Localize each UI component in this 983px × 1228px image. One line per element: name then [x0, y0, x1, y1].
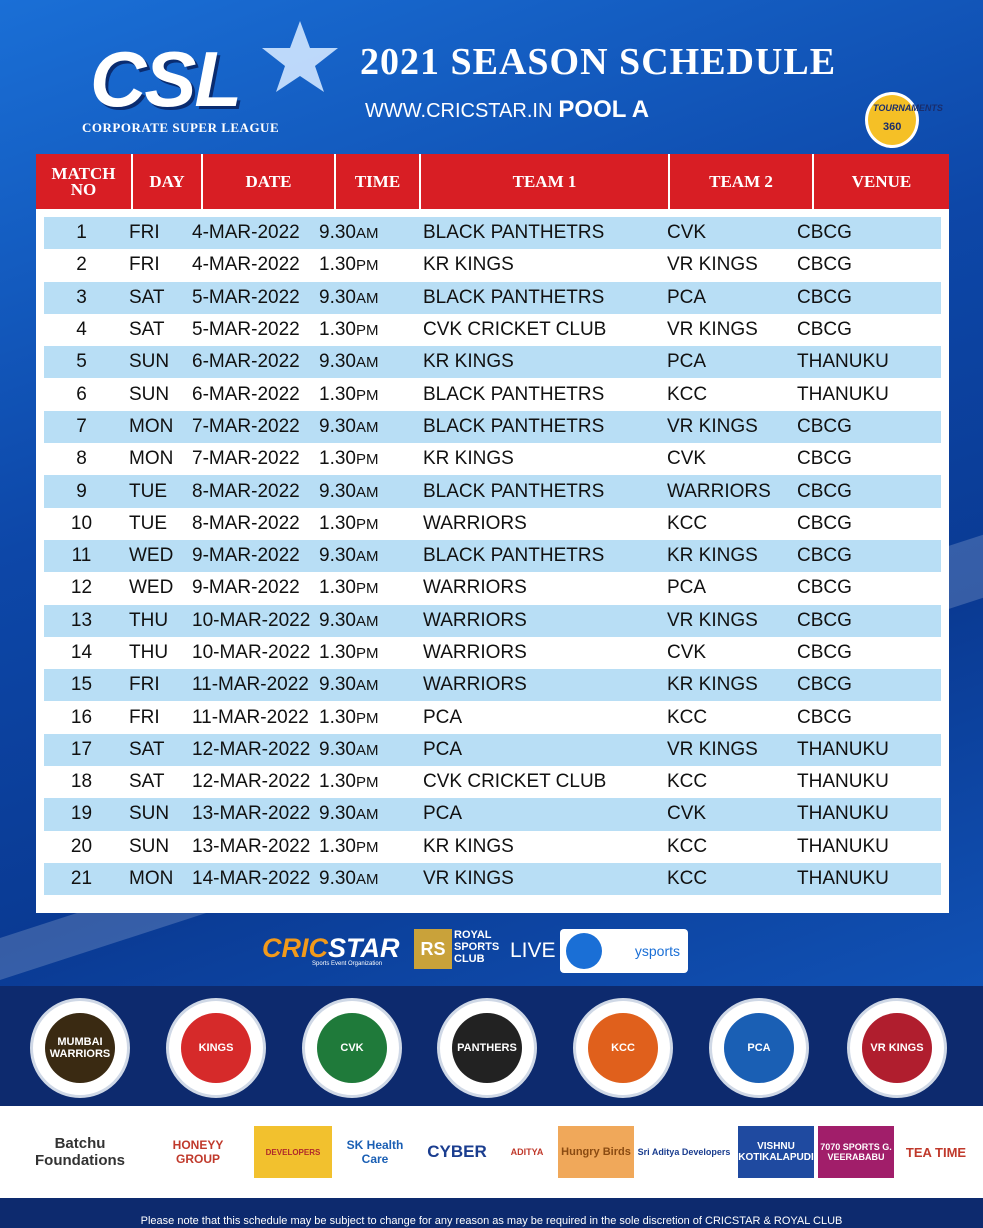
cell-venue: THANUKU [797, 351, 889, 373]
cell-venue: CBCG [797, 480, 852, 502]
table-row [44, 734, 941, 766]
table-header [36, 154, 949, 209]
team-logo-label: PANTHERS [452, 1013, 522, 1083]
cell-venue: THANUKU [797, 835, 889, 857]
cell-day: THU [129, 642, 169, 663]
cell-venue: THANUKU [797, 803, 889, 825]
cell-no: 7 [76, 415, 87, 437]
ysports-logo: ysports [560, 929, 688, 973]
cell-no: 14 [70, 642, 93, 663]
cell-date: 8-MAR-2022 [192, 512, 300, 534]
logo-text: CSL [90, 35, 240, 123]
cell-time: 1.30PM [319, 706, 379, 728]
cell-day: SAT [129, 738, 165, 760]
cell-date: 13-MAR-2022 [192, 835, 311, 857]
cell-team2: CVK [667, 448, 707, 470]
cell-day: WED [129, 545, 174, 567]
cell-date: 9-MAR-2022 [192, 545, 300, 567]
cell-time: 9.30AM [319, 222, 379, 244]
cell-time: 9.30AM [319, 286, 379, 308]
sponsor-logo: Hungry Birds [558, 1126, 634, 1178]
cell-date: 12-MAR-2022 [192, 738, 311, 760]
cell-time: 9.30AM [319, 545, 379, 567]
cell-day: SAT [129, 286, 165, 308]
cell-time: 9.30AM [319, 609, 379, 631]
table-row [44, 798, 941, 830]
cell-venue: THANUKU [797, 738, 889, 760]
table-row [44, 831, 941, 863]
cricstar-logo: CRICSTAR [262, 933, 400, 963]
cell-team1: CVK CRICKET CLUB [423, 319, 607, 341]
cell-venue: CBCG [797, 706, 852, 728]
team-logo-label: VR KINGS [862, 1013, 932, 1083]
cell-team1: WARRIORS [423, 642, 527, 663]
cell-venue: CBCG [797, 286, 852, 308]
cell-no: 17 [70, 738, 93, 760]
header-team1: TEAM 1 [421, 154, 670, 209]
table-row [44, 701, 941, 733]
cell-day: WED [129, 577, 174, 599]
cell-venue: CBCG [797, 609, 852, 631]
sponsor-logo: SK Health Care [346, 1138, 404, 1166]
cell-venue: CBCG [797, 512, 852, 534]
table-row [44, 475, 941, 507]
cell-team2: PCA [667, 577, 707, 599]
cell-date: 14-MAR-2022 [192, 868, 311, 890]
footer-note: Please note that this schedule may be subject to change for any reason as may be required in the sole discretion of CRICSTAR & ROYAL CLUB [0, 1198, 983, 1228]
cell-date: 5-MAR-2022 [192, 319, 300, 341]
rsc-mark: RS [414, 929, 452, 969]
cell-team2: KCC [667, 771, 708, 793]
cell-team1: PCA [423, 803, 463, 825]
cell-time: 9.30AM [319, 415, 379, 437]
team-logo [573, 998, 673, 1098]
table-row [44, 766, 941, 798]
table-row [44, 863, 941, 895]
cell-venue: CBCG [797, 254, 852, 276]
sponsor-logos [0, 1106, 983, 1198]
cell-day: FRI [129, 706, 160, 728]
cell-no: 12 [70, 577, 93, 599]
cell-no: 4 [76, 319, 87, 341]
star-icon [260, 16, 340, 96]
cell-venue: THANUKU [797, 383, 889, 405]
cell-date: 7-MAR-2022 [192, 415, 300, 437]
cell-date: 10-MAR-2022 [192, 642, 311, 663]
cell-day: MON [129, 415, 174, 437]
cell-team1: KR KINGS [423, 351, 514, 373]
cell-time: 9.30AM [319, 738, 379, 760]
header-day: DAY [133, 154, 203, 209]
csl-logo [82, 14, 340, 135]
cell-team2: KCC [667, 835, 708, 857]
cell-team1: KR KINGS [423, 448, 514, 470]
cell-team1: KR KINGS [423, 835, 514, 857]
cricstar-subtitle: Sports Event Organization [312, 961, 383, 967]
cell-team1: VR KINGS [423, 868, 514, 890]
cell-venue: CBCG [797, 674, 852, 696]
cell-venue: CBCG [797, 222, 852, 244]
table-row [44, 346, 941, 378]
cell-team1: PCA [423, 706, 463, 728]
sponsor-logo: DEVELOPERS [254, 1126, 332, 1178]
team-logo-label: CVK [317, 1013, 387, 1083]
cell-no: 11 [71, 545, 92, 567]
cell-venue: THANUKU [797, 771, 889, 793]
table-row [44, 508, 941, 540]
sponsor-logo: HONEYY GROUP [172, 1138, 224, 1166]
cell-team2: KCC [667, 868, 708, 890]
table-row [44, 249, 941, 281]
badge-bottom: 360 [883, 121, 902, 133]
cell-team2: KR KINGS [667, 674, 758, 696]
cell-date: 5-MAR-2022 [192, 286, 300, 308]
cell-no: 10 [70, 512, 93, 534]
table-body [44, 217, 941, 895]
team-logo-label: KINGS [181, 1013, 251, 1083]
team-logo-label: KCC [588, 1013, 658, 1083]
cell-no: 6 [76, 383, 87, 405]
sponsor-logo: ADITYA [510, 1147, 544, 1157]
cell-venue: CBCG [797, 642, 852, 663]
cell-day: SUN [129, 351, 170, 373]
cell-team2: VR KINGS [667, 609, 758, 631]
cell-venue: CBCG [797, 319, 852, 341]
cell-team2: VR KINGS [667, 738, 758, 760]
team-logos [0, 986, 983, 1106]
cell-day: TUE [129, 480, 167, 502]
cell-team2: KCC [667, 383, 708, 405]
cell-time: 1.30PM [319, 512, 379, 534]
cell-team2: CVK [667, 803, 707, 825]
cell-date: 10-MAR-2022 [192, 609, 311, 631]
cell-team2: CVK [667, 642, 707, 663]
cell-team1: CVK CRICKET CLUB [423, 771, 607, 793]
badge-top: TOURNAMENTS [873, 103, 943, 113]
header-time: TIME [336, 154, 421, 209]
cell-day: THU [129, 609, 169, 631]
cell-no: 16 [70, 706, 93, 728]
cell-team1: BLACK PANTHETRS [423, 415, 605, 437]
cell-no: 2 [76, 254, 87, 276]
cell-team1: BLACK PANTHETRS [423, 222, 605, 244]
cell-no: 19 [70, 803, 93, 825]
cell-day: FRI [129, 674, 160, 696]
cell-day: TUE [129, 512, 167, 534]
header-venue: VENUE [851, 171, 912, 191]
cell-team2: PCA [667, 351, 707, 373]
cell-date: 6-MAR-2022 [192, 351, 300, 373]
cell-team1: BLACK PANTHETRS [423, 383, 605, 405]
team-logo-label: PCA [724, 1013, 794, 1083]
team-logo [166, 998, 266, 1098]
cell-time: 9.30AM [319, 480, 379, 502]
cell-venue: CBCG [797, 545, 852, 567]
cell-time: 9.30AM [319, 351, 379, 373]
royal-sports-club: ROYAL SPORTS CLUB [454, 929, 500, 965]
cell-team1: WARRIORS [423, 512, 527, 534]
ysports-icon [566, 933, 602, 969]
table-row [44, 314, 941, 346]
header-date: DATE [203, 154, 336, 209]
team-logo [30, 998, 130, 1098]
cell-day: SUN [129, 803, 170, 825]
cell-time: 1.30PM [319, 383, 379, 405]
cell-date: 7-MAR-2022 [192, 448, 300, 470]
cell-day: SUN [129, 383, 170, 405]
cell-team1: BLACK PANTHETRS [423, 480, 605, 502]
cell-no: 1 [76, 222, 87, 244]
cell-team1: BLACK PANTHETRS [423, 545, 605, 567]
cell-venue: THANUKU [797, 868, 889, 890]
cell-team1: WARRIORS [423, 609, 527, 631]
cell-time: 9.30AM [319, 868, 379, 890]
cell-date: 11-MAR-2022 [192, 706, 309, 728]
sponsor-logo: VISHNU KOTIKALAPUDI [738, 1126, 814, 1178]
table-row [44, 605, 941, 637]
cell-time: 1.30PM [319, 254, 379, 276]
sponsor-logo: Batchu Foundations [35, 1135, 125, 1169]
table-row [44, 540, 941, 572]
cell-date: 8-MAR-2022 [192, 480, 300, 502]
cell-time: 1.30PM [319, 577, 379, 599]
cell-day: FRI [129, 222, 160, 244]
cell-venue: CBCG [797, 448, 852, 470]
cell-team1: WARRIORS [423, 577, 527, 599]
cell-team2: VR KINGS [667, 415, 758, 437]
table-row [44, 378, 941, 410]
cell-team2: VR KINGS [667, 254, 758, 276]
cell-team1: KR KINGS [423, 254, 514, 276]
cell-venue: CBCG [797, 577, 852, 599]
sponsor-logo: 7070 SPORTS G. VEERABABU [818, 1126, 894, 1178]
live-label: LIVE [510, 939, 556, 962]
cell-no: 9 [76, 480, 87, 502]
cell-no: 3 [76, 286, 87, 308]
cell-date: 12-MAR-2022 [192, 771, 311, 793]
header-team2: TEAM 2 [670, 154, 814, 209]
cell-no: 5 [76, 351, 87, 373]
tournaments-360-badge [865, 92, 943, 148]
sponsor-logo: TEA TIME [905, 1144, 967, 1160]
cell-team2: KCC [667, 706, 708, 728]
cell-no: 18 [70, 771, 93, 793]
cell-no: 20 [70, 835, 93, 857]
cell-team2: VR KINGS [667, 319, 758, 341]
partner-logos [262, 925, 692, 975]
cell-no: 15 [70, 674, 93, 696]
header [0, 0, 983, 150]
cell-time: 1.30PM [319, 835, 379, 857]
table-row [44, 572, 941, 604]
cell-day: MON [129, 868, 174, 890]
team-logo-label: MUMBAI WARRIORS [45, 1013, 115, 1083]
table-row [44, 669, 941, 701]
team-logo [437, 998, 537, 1098]
page-title: 2021 SEASON SCHEDULE [360, 41, 837, 83]
cell-no: 21 [70, 868, 93, 890]
team-logo [709, 998, 809, 1098]
cell-time: 1.30PM [319, 771, 379, 793]
cell-date: 9-MAR-2022 [192, 577, 300, 599]
website: WWW.CRICSTAR.IN [365, 100, 553, 122]
cell-time: 9.30AM [319, 803, 379, 825]
cell-no: 13 [70, 609, 93, 631]
header-match-no: MATCH NO [36, 154, 133, 209]
cell-date: 6-MAR-2022 [192, 383, 300, 405]
table-row [44, 282, 941, 314]
website-line [365, 96, 649, 124]
cell-team1: WARRIORS [423, 674, 527, 696]
cell-team1: PCA [423, 738, 463, 760]
schedule-table [36, 154, 949, 913]
cell-team2: CVK [667, 222, 707, 244]
team-logo [302, 998, 402, 1098]
cell-day: SAT [129, 771, 165, 793]
cell-time: 1.30PM [319, 642, 379, 663]
cell-venue: CBCG [797, 415, 852, 437]
cell-time: 1.30PM [319, 319, 379, 341]
cell-date: 11-MAR-2022 [192, 674, 309, 696]
cell-day: SUN [129, 835, 170, 857]
cell-date: 4-MAR-2022 [192, 254, 300, 276]
cell-no: 8 [76, 448, 87, 470]
sponsor-logo: Sri Aditya Developers [637, 1147, 731, 1157]
table-row [44, 411, 941, 443]
team-logo [847, 998, 947, 1098]
cell-team2: PCA [667, 286, 707, 308]
cell-day: FRI [129, 254, 160, 276]
pool-label: POOL A [558, 96, 650, 123]
sponsor-logo: CYBER [427, 1142, 487, 1161]
cell-day: SAT [129, 319, 165, 341]
cell-day: MON [129, 448, 174, 470]
cell-team2: WARRIORS [667, 480, 771, 502]
cell-time: 1.30PM [319, 448, 379, 470]
cell-team2: KCC [667, 512, 708, 534]
cell-team1: BLACK PANTHETRS [423, 286, 605, 308]
table-row [44, 217, 941, 249]
league-name: CORPORATE SUPER LEAGUE [82, 120, 280, 135]
cell-date: 4-MAR-2022 [192, 222, 300, 244]
table-row [44, 443, 941, 475]
cell-time: 9.30AM [319, 674, 379, 696]
cell-team2: KR KINGS [667, 545, 758, 567]
table-row [44, 637, 941, 669]
cell-date: 13-MAR-2022 [192, 803, 311, 825]
